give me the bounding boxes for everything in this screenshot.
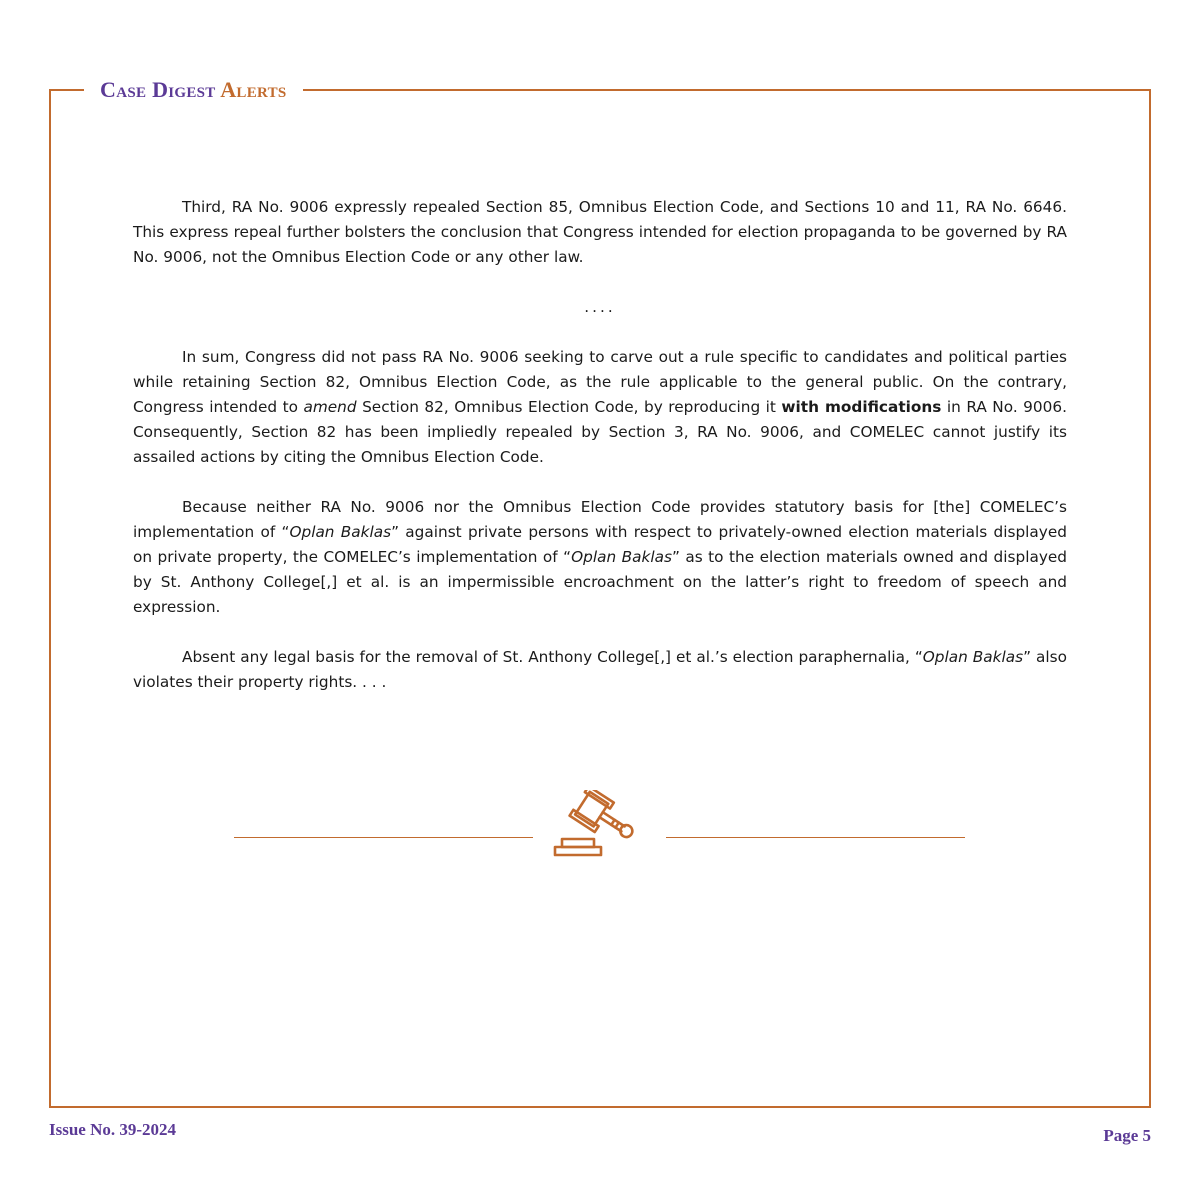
paragraph-4 <box>133 645 1067 695</box>
page-header-title <box>84 73 303 107</box>
divider-line-right <box>666 837 965 838</box>
header-title-case-digest: Case Digest <box>100 77 216 102</box>
ellipsis-separator: .... <box>584 298 616 316</box>
issue-number: Issue No. 39-2024 <box>49 1120 177 1139</box>
page-number: Page 5 <box>1103 1126 1151 1145</box>
paragraph-3-oplan-1: Oplan Baklas <box>289 523 392 541</box>
document-body <box>133 195 1067 720</box>
paragraph-3-text-a: Because neither RA No. 9006 nor the Omnibus Election Code provides statutory basis for [the] COMELEC’s implementation of “ <box>133 498 1067 541</box>
header-title-alerts: Alerts <box>220 77 287 102</box>
paragraph-3 <box>133 495 1067 620</box>
paragraph-1: Third, RA No. 9006 expressly repealed Section 85, Omnibus Election Code, and Sections 10 and 11, RA No. 6646. This express repeal further bolsters the conclusion that Congress intended for election propaganda to be governed by RA No. 9006, not the Omnibus Election Code or any other law. <box>133 198 1067 266</box>
paragraph-2-text-c: in RA No. 9006. Consequently, Section 82 has been impliedly repealed by Section 3, RA No. 9006, and COMELEC cannot justify its assailed actions by citing the Omnibus Election Code. <box>133 398 1067 466</box>
paragraph-3-text-b: ” against private persons with respect to privately-owned election materials displayed on private property, the COMELEC’s implementation of “ <box>133 523 1067 566</box>
paragraph-4-text-a: Absent any legal basis for the removal of St. Anthony College[,] et al.’s election paraphernalia, “ <box>182 648 923 666</box>
paragraph-3-oplan-2: Oplan Baklas <box>571 548 672 566</box>
paragraph-2-text-a: In sum, Congress did not pass RA No. 9006 seeking to carve out a rule specific to candidates and political parties while retaining Section 82, Omnibus Election Code, as the rule applicable to the general public. On the contrary, Congress intended to <box>133 348 1067 416</box>
paragraph-2-amend: amend <box>303 398 357 416</box>
paragraph-2-text-b: Section 82, Omnibus Election Code, by reproducing it <box>356 398 782 416</box>
gavel-icon <box>552 790 646 858</box>
paragraph-2 <box>133 345 1067 470</box>
paragraph-4-oplan: Oplan Baklas <box>922 648 1024 666</box>
paragraph-3-text-c: ” as to the election materials owned and displayed by St. Anthony College[,] et al. is an impermissible encroachment on the latter’s right to freedom of speech and expression. <box>133 548 1067 616</box>
paragraph-4-text-b: ” also violates their property rights. . . . <box>133 648 1067 691</box>
paragraph-2-with-modifications: with modifications <box>781 398 942 416</box>
divider-line-left <box>234 837 533 838</box>
